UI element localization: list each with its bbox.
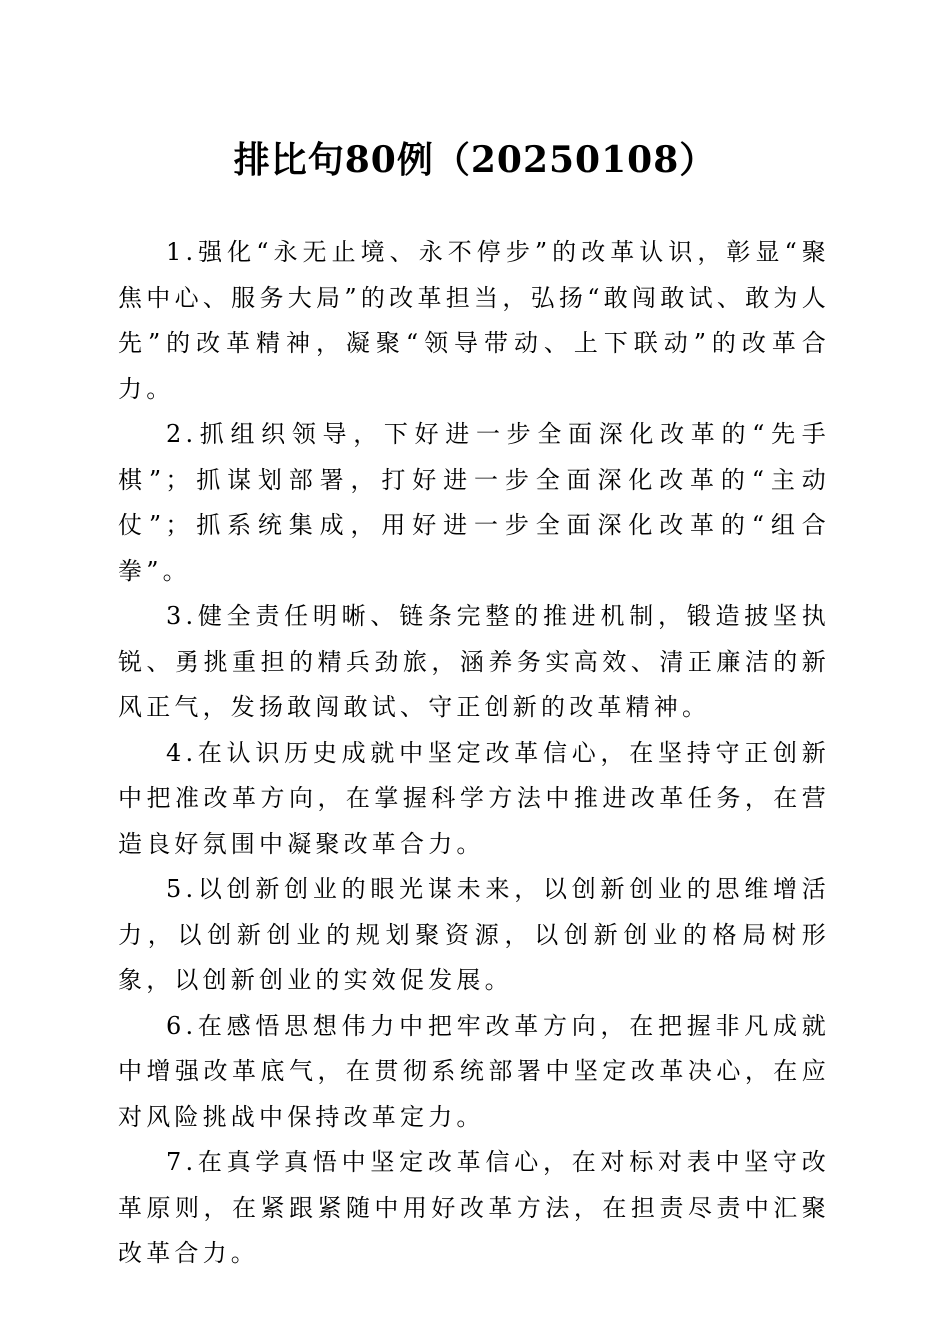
document-body: [118, 230, 830, 1277]
paragraph-2: 2.抓组织领导，下好进一步全面深化改革的“先手棋”；抓谋划部署，打好进一步全面深化改革的“主动仗”；抓系统集成，用好进一步全面深化改革的“组合拳”。: [118, 420, 830, 585]
paragraph-1: 1.强化“永无止境、永不停步”的改革认识，彰显“聚焦中心、服务大局”的改革担当，弘扬“敢闯敢试、敢为人先”的改革精神，凝聚“领导带动、上下联动”的改革合力。: [118, 238, 830, 403]
paragraph-5: 5.以创新创业的眼光谋未来，以创新创业的思维增活力，以创新创业的规划聚资源，以创新创业的格局树形象，以创新创业的实效促发展。: [118, 875, 830, 994]
paragraph-7: 7.在真学真悟中坚定改革信心，在对标对表中坚守改革原则，在紧跟紧随中用好改革方法，在担责尽责中汇聚改革合力。: [118, 1148, 830, 1267]
paragraph-6: 6.在感悟思想伟力中把牢改革方向，在把握非凡成就中增强改革底气，在贯彻系统部署中坚定改革决心，在应对风险挑战中保持改革定力。: [118, 1011, 830, 1131]
document-title: 排比句80例（20250108）: [233, 139, 717, 181]
paragraph-4: 4.在认识历史成就中坚定改革信心，在坚持守正创新中把准改革方向，在掌握科学方法中推进改革任务，在营造良好氛围中凝聚改革合力。: [118, 738, 830, 858]
paragraph-3: 3.健全责任明晰、链条完整的推进机制，锻造披坚执锐、勇挑重担的精兵劲旅，涵养务实高效、清正廉洁的新风正气，发扬敢闯敢试、守正创新的改革精神。: [118, 602, 830, 721]
